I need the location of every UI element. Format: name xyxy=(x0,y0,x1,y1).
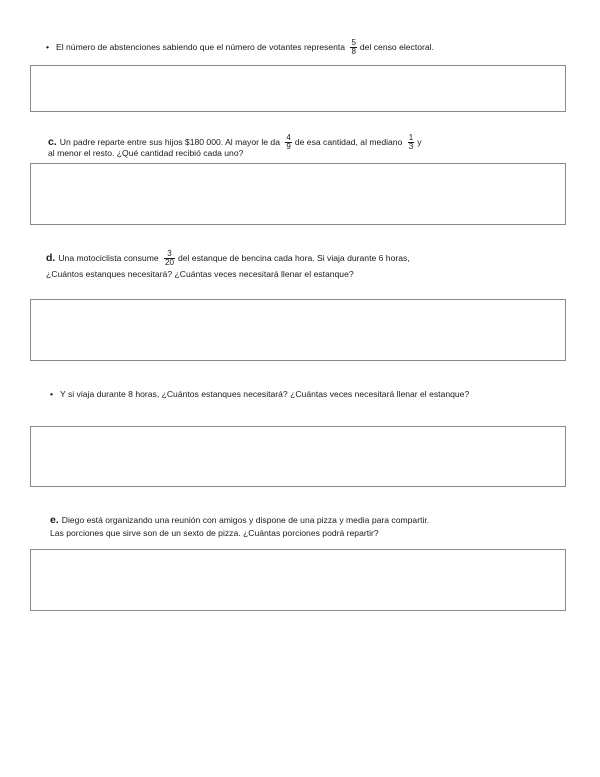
answer-box-b[interactable] xyxy=(30,65,566,112)
question-text: del estanque de bencina cada hora. Si viaja durante 6 horas, xyxy=(177,252,410,263)
answer-box-d[interactable] xyxy=(30,299,566,361)
answer-box-c[interactable] xyxy=(30,163,566,225)
question-c-line2: al menor el resto. ¿Qué cantidad recibió cada uno? xyxy=(48,148,244,158)
question-d-line1 xyxy=(46,250,410,267)
question-b-bullet xyxy=(46,39,434,56)
question-text: Y si viaja durante 8 horas, ¿Cuántos estanques necesitará? ¿Cuántas veces necesitará llenar el estanque? xyxy=(60,389,470,399)
question-text-end: del censo electoral. xyxy=(359,41,434,52)
answer-box-e[interactable] xyxy=(30,549,566,611)
question-e-line1 xyxy=(50,515,429,526)
fraction-3-20: $\frac{3}{20}$ xyxy=(165,249,174,267)
bullet-marker: • xyxy=(50,389,54,399)
question-text: Una motociclista consume xyxy=(58,252,159,263)
question-letter: c. xyxy=(48,135,57,148)
question-text: de esa cantidad, al mediano xyxy=(294,136,403,147)
fraction-5-8: $\frac{5}{8}$ xyxy=(351,38,356,56)
question-text: y xyxy=(417,136,422,147)
answer-box-d-bullet[interactable] xyxy=(30,426,566,487)
question-d-line2: ¿Cuántos estanques necesitará? ¿Cuántas veces necesitará llenar el estanque? xyxy=(46,269,354,279)
question-text: El número de abstenciones sabiendo que el número de votantes representa xyxy=(56,41,346,52)
fraction-4-9: $\frac{4}{9}$ xyxy=(286,133,291,151)
question-text: Un padre reparte entre sus hijos $180 000. Al mayor le da xyxy=(59,136,280,147)
fraction-1-3: $\frac{1}{3}$ xyxy=(408,133,414,151)
bullet-marker: • xyxy=(46,41,50,52)
question-text: Diego está organizando una reunión con amigos y dispone de una pizza y media para compartir. xyxy=(61,515,430,525)
question-e-line2: Las porciones que sirve son de un sexto de pizza. ¿Cuántas porciones podrá repartir? xyxy=(50,528,379,538)
question-d-bullet xyxy=(50,389,469,400)
question-letter: d. xyxy=(46,251,56,264)
question-letter: e. xyxy=(50,514,59,526)
